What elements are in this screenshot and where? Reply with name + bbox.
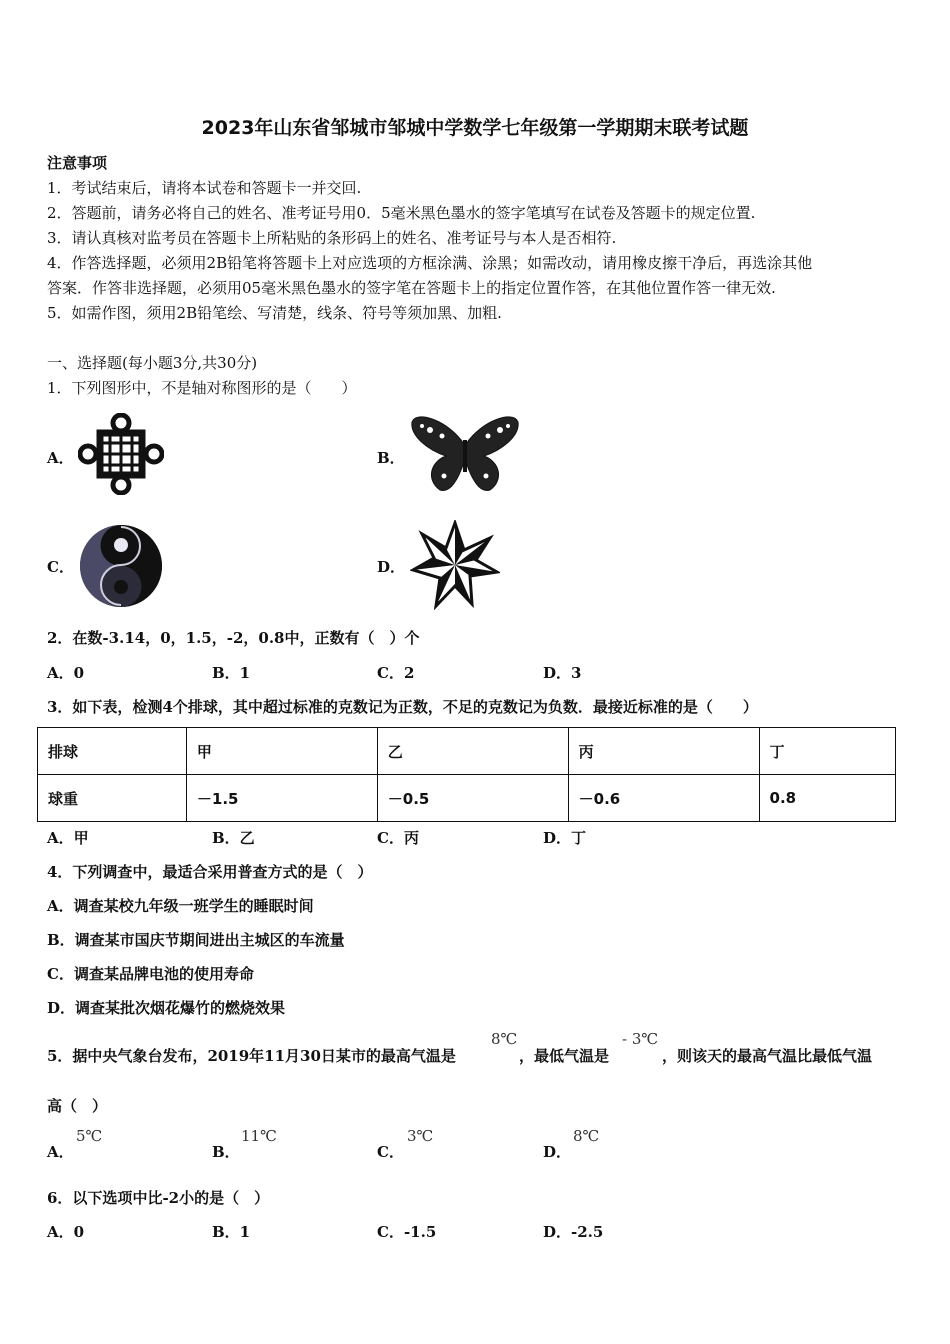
q2-option-a: A．0 [47, 664, 85, 682]
table-row [38, 728, 896, 775]
q5-high-temp: 8℃ [491, 1030, 518, 1048]
note-item: 3．请认真核对监考员在答题卡上所粘贴的条形码上的姓名、准考证号与本人是否相符. [47, 229, 617, 247]
yin-yang-figure [78, 523, 164, 609]
section-heading: 一、选择题(每小题3分,共30分) [47, 354, 258, 372]
q3-option-c: C．丙 [377, 829, 419, 847]
q5-option-d-value: 8℃ [573, 1127, 600, 1145]
table-cell: －0.6 [568, 775, 759, 822]
note-item: 1．考试结束后，请将本试卷和答题卡一并交回. [47, 179, 362, 197]
q5-option-b-label: B． [212, 1143, 240, 1161]
q5-stem-part2: ，最低气温是 [519, 1047, 610, 1065]
q1-option-b-label: B． [377, 449, 405, 467]
table-cell: 乙 [377, 728, 568, 775]
q4-stem: 4．下列调查中，最适合采用普查方式的是（ ） [47, 863, 373, 881]
q5-stem-part3: ，则该天的最高气温比最低气温 [662, 1047, 873, 1065]
q1-option-c-label: C． [47, 558, 74, 576]
q5-option-a-label: A． [47, 1143, 74, 1161]
q1-option-a-label: A． [47, 449, 74, 467]
table-cell: －1.5 [186, 775, 377, 822]
chinese-knot-figure [78, 413, 164, 495]
butterfly-figure [408, 414, 522, 496]
q6-option-c: C．-1.5 [377, 1223, 437, 1241]
table-cell: 甲 [186, 728, 377, 775]
q3-stem: 3．如下表，检测4个排球，其中超过标准的克数记为正数，不足的克数记为负数．最接近标准的是（ ） [47, 698, 758, 716]
note-item: 5．如需作图，须用2B铅笔绘、写清楚，线条、符号等须加黑、加粗. [47, 304, 502, 322]
note-item: 2．答题前，请务必将自己的姓名、准考证号用0．5毫米黑色墨水的签字笔填写在试卷及答题卡的规定位置. [47, 204, 756, 222]
q4-option-a: A．调查某校九年级一班学生的睡眠时间 [47, 897, 314, 915]
q5-option-a-value: 5℃ [76, 1127, 103, 1145]
q4-option-b: B．调查某市国庆节期间进出主城区的车流量 [47, 931, 345, 949]
q5-low-temp: - 3℃ [622, 1030, 659, 1048]
q5-option-c-label: C． [377, 1143, 404, 1161]
page-title: 2023年山东省邹城市邹城中学数学七年级第一学期期末联考试题 [201, 117, 749, 139]
q1-stem: 1．下列图形中，不是轴对称图形的是（ ） [47, 379, 357, 397]
q2-option-d: D．3 [543, 664, 582, 682]
q6-option-b: B．1 [212, 1223, 251, 1241]
q5-option-d-label: D． [543, 1143, 572, 1161]
q4-option-d: D．调查某批次烟花爆竹的燃烧效果 [47, 999, 286, 1017]
q3-option-b: B．乙 [212, 829, 255, 847]
q2-option-b: B．1 [212, 664, 251, 682]
notes-heading: 注意事项 [47, 154, 108, 172]
q6-option-d: D．-2.5 [543, 1223, 604, 1241]
q3-option-d: D．丁 [543, 829, 587, 847]
q3-option-a: A．甲 [47, 829, 89, 847]
q2-option-c: C．2 [377, 664, 415, 682]
q6-option-a: A．0 [47, 1223, 85, 1241]
note-item: 4．作答选择题，必须用2B铅笔将答题卡上对应选项的方框涂满、涂黑；如需改动，请用橡皮擦干净后，再选涂其他 [47, 254, 813, 272]
q2-stem: 2．在数-3.14，0，1.5，-2，0.8中，正数有（ ）个 [47, 629, 420, 647]
table-cell: 丁 [759, 728, 895, 775]
table-cell: 球重 [38, 775, 187, 822]
star-figure [410, 520, 500, 610]
table-cell: 丙 [568, 728, 759, 775]
table-cell: －0.5 [377, 775, 568, 822]
table-row [38, 775, 896, 822]
q4-option-c: C．调查某品牌电池的使用寿命 [47, 965, 254, 983]
q5-option-c-value: 3℃ [407, 1127, 434, 1145]
q5-stem-part1: 5．据中央气象台发布，2019年11月30日某市的最高气温是 [47, 1047, 456, 1065]
q5-option-b-value: 11℃ [241, 1127, 277, 1145]
note-item: 答案．作答非选择题，必须用05毫米黑色墨水的签字笔在答题卡上的指定位置作答，在其他位置作答一律无效. [47, 279, 776, 297]
table-cell: 0.8 [759, 775, 895, 822]
q5-stem-part4: 高（ ） [47, 1097, 108, 1115]
q1-option-d-label: D． [377, 558, 406, 576]
q6-stem: 6．以下选项中比-2小的是（ ） [47, 1189, 270, 1207]
table-cell: 排球 [38, 728, 187, 775]
q3-table [37, 727, 896, 822]
